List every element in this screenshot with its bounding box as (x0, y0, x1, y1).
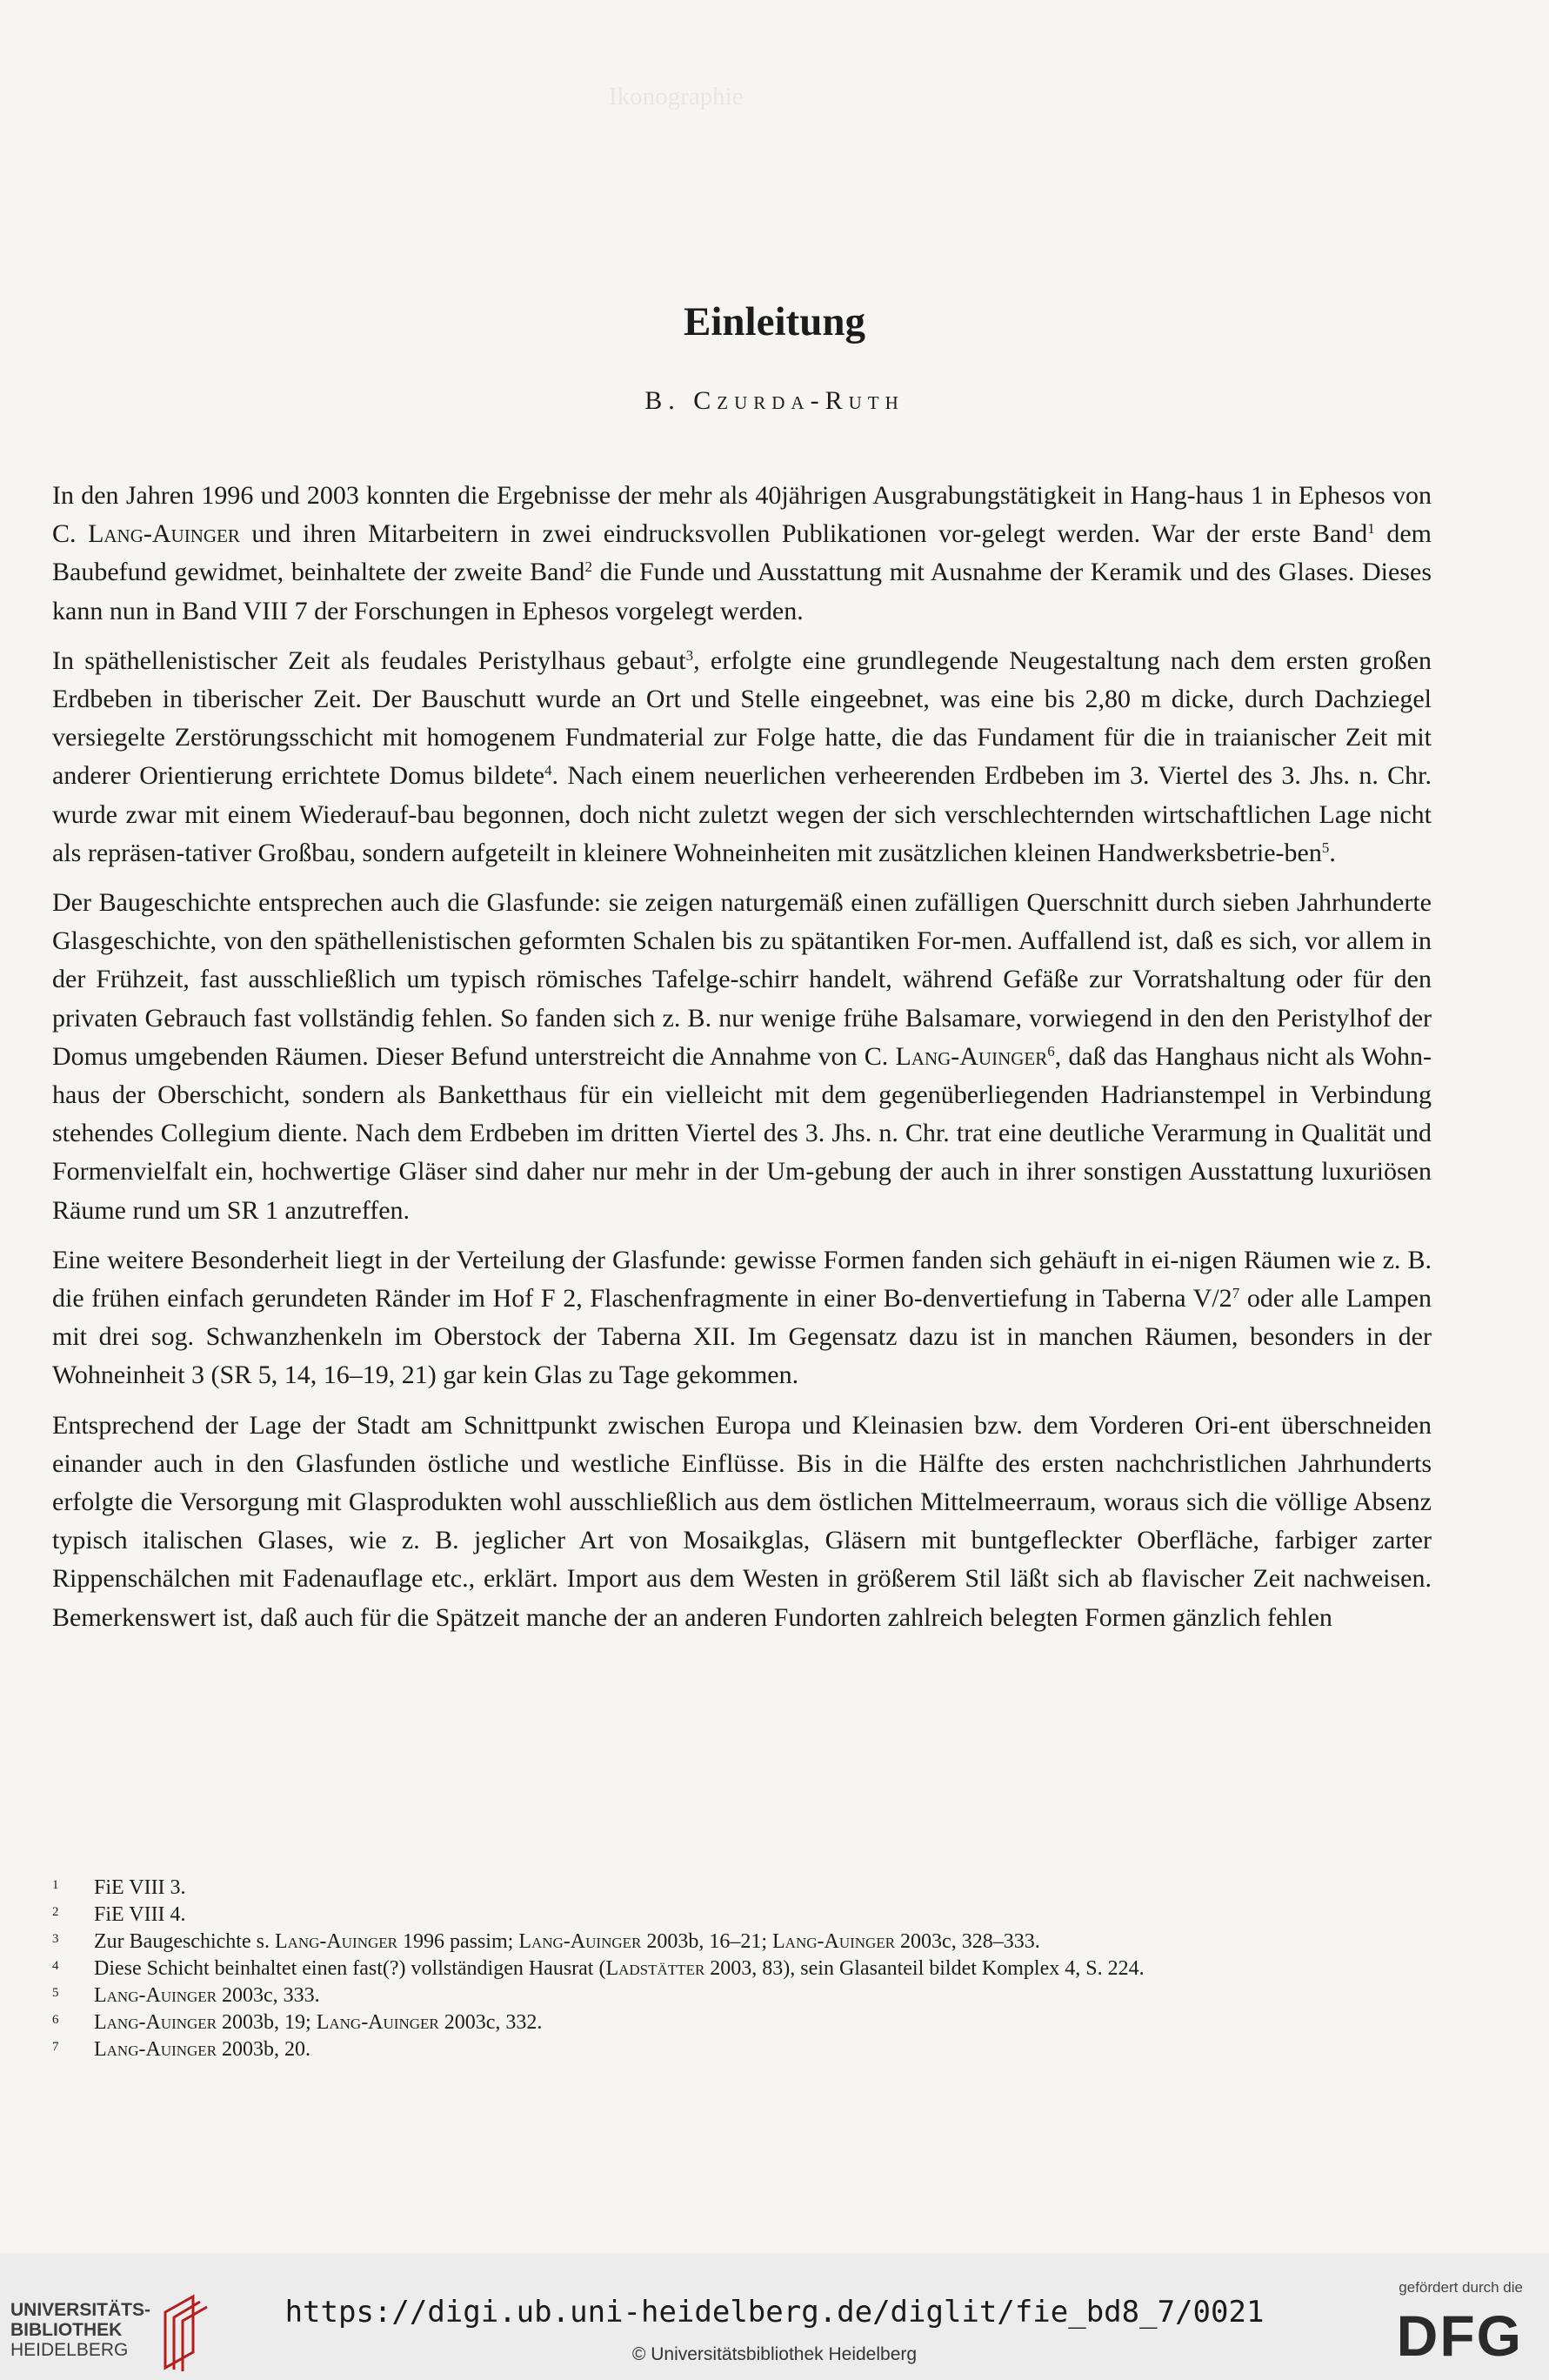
footnote-number: 2 (52, 1905, 59, 1919)
text-segment: 2003b, 16–21; (641, 1930, 773, 1953)
footnote (52, 1902, 1432, 1929)
library-name-line1: UNIVERSITÄTS- (10, 2300, 151, 2320)
footnote-number: 6 (52, 2013, 59, 2027)
text-segment: In späthellenistischer Zeit als feudales Peristylhaus gebaut (52, 645, 686, 675)
author-citation: Lang-Auinger (274, 1930, 397, 1953)
author-citation: Ladstätter (605, 1957, 705, 1980)
footnote (52, 1982, 1432, 2009)
author-citation: Lang-Auinger (94, 2038, 217, 2061)
permalink-url[interactable]: https://digi.ub.uni-heidelberg.de/diglit/fie_bd8_7/0021 (284, 2295, 1265, 2330)
author-name: Czurda-Ruth (693, 386, 905, 415)
paragraph (52, 1407, 1432, 1637)
text-segment: In den Jahren 1996 und 2003 konnten die Ergebnisse der mehr als 40jährigen Ausgrabungstätigkeit in Hang-haus 1 in Ephesos von C. (52, 481, 1432, 549)
author-citation: Lang-Auinger (772, 1930, 896, 1953)
author-line (0, 386, 1549, 416)
text-segment: 2003, 83), sein Glasanteil bildet Komplex 4, S. 224. (704, 1957, 1145, 1980)
author-citation: Lang-Auinger (895, 1041, 1048, 1071)
bleed-through-text (52, 152, 1444, 189)
text-segment: Diese Schicht beinhaltet einen fast(?) vollständigen Hausrat ( (94, 1957, 606, 1980)
text-segment: Der Baugeschichte entsprechen auch die Glasfunde: sie zeigen naturgemäß einen zufälligen Querschnitt durch sieben Jahrhunderte Glasgeschichte, von den späthellenistischen geformten Schalen bis zu spätantiken For-men. Auffallend ist, daß es sich, vor allem in der Frühzeit, fast ausschließlich um typisch römisches Tafelge-schirr handelt, während Gefäße zur Vorratshaltung oder für den privaten Gebrauch fast vollständig fehlen. So fanden sich z. B. nur wenige frühe Balsamare, vorwiegend in den den Peristylhof der Domus umgebenden Räumen. Dieser Befund unterstreicht die Annahme von C. (52, 888, 1432, 1071)
text-segment: . Nach einem neuerlichen verheerenden Erdbeben im 3. Viertel des 3. Jhs. n. Chr. wurde zwar mit einem Wiederauf-bau begonnen, doch nicht zuletzt wegen der sich verschlechternden wirtschaftlichen Lage nicht als repräsen-tativer Großbau, sondern aufgeteilt in kleinere Wohneinheiten mit zusätzlichen kleinen Handwerksbetrie-ben (52, 761, 1432, 867)
paragraph (52, 642, 1432, 872)
text-segment: , erfolgte eine grundlegende Neugestaltung nach dem ersten großen Erdbeben in tiberischer Zeit. Der Bauschutt wurde an Ort und Stelle eingeebnet, was eine bis 2,80 m dicke, durch Dachziegel versiegelte Zerstörungsschicht mit homogenem Fundmaterial zur Folge hatte, die das Fundament für die in traianischer Zeit mit anderer Orientierung errichtete Domus bildete (52, 645, 1432, 791)
footnote-reference: 7 (1232, 1285, 1240, 1302)
text-segment: 2003c, 332. (438, 2011, 543, 2034)
library-name-line3: HEIDELBERG (10, 2340, 129, 2360)
footnote-reference: 4 (544, 762, 552, 779)
text-segment: oder alle Lampen mit drei sog. Schwanzhenkeln im Oberstock der Taberna XII. Im Gegensatz dazu ist in manchen Räumen, besonders in der Wohneinheit 3 (SR 5, 14, 16–19, 21) gar kein Glas zu Tage gekommen. (52, 1284, 1432, 1390)
text-segment: Zur Baugeschichte s. (94, 1930, 275, 1953)
author-citation: Lang-Auinger (94, 2011, 217, 2034)
footnote-reference: 6 (1047, 1042, 1055, 1060)
footnote (52, 1875, 1432, 1902)
author-citation: Lang-Auinger (88, 519, 240, 549)
author-citation: Lang-Auinger (94, 1984, 217, 2007)
text-segment: , daß das Hanghaus nicht als Wohn-haus der Oberschicht, sondern als Banketthaus für ein vielleicht mit dem gegenüberliegenden Hadrianstempel in Verbindung stehendes Collegium diente. Nach dem Erdbeben im dritten Viertel des 3. Jhs. n. Chr. trat eine deutliche Verarmung in Qualität und Formenvielfalt ein, hochwertige Gläser sind daher nur mehr in der Um-gebung der auch in ihrer sonstigen Ausstattung luxuriösen Räume rund um SR 1 anzutreffen. (52, 1041, 1432, 1225)
text-segment: 1996 passim; (397, 1930, 519, 1953)
footnotes (52, 1875, 1432, 2063)
paragraph (52, 884, 1432, 1230)
footnote-reference: 5 (1321, 839, 1330, 856)
footnote-reference: 2 (584, 558, 592, 576)
footnote (52, 2009, 1432, 2036)
paragraph (52, 477, 1432, 631)
funded-by-label: gefördert durch die (1399, 2279, 1523, 2296)
body-text (52, 477, 1432, 1648)
author-citation: Lang-Auinger (316, 2011, 439, 2034)
text-segment: und ihren Mitarbeitern in zwei eindrucksvollen Publikationen vor-gelegt werden. War der erste Band (239, 519, 1368, 549)
author-initial: B. (644, 386, 681, 415)
author-citation: Lang-Auinger (518, 1930, 642, 1953)
bleed-through-header: Ikonographie (609, 83, 744, 110)
footnote-reference: 1 (1367, 520, 1375, 538)
text-segment: 2003c, 333. (217, 1984, 320, 2007)
footnote (52, 2036, 1432, 2063)
page-title: Einleitung (684, 299, 865, 344)
text-segment: Eine weitere Besonderheit liegt in der Verteilung der Glasfunde: gewisse Formen fanden sich gehäuft in ei-nigen Räumen wie z. B. die frühen einfach gerundeten Ränder im Hof F 2, Flaschenfragmente in einer Bo-denvertiefung in Taberna V/2 (52, 1245, 1432, 1314)
text-segment: 2003b, 20. (217, 2038, 311, 2061)
footnote-number: 5 (52, 1986, 59, 2000)
text-segment: 2003c, 328–333. (895, 1930, 1040, 1953)
text-segment: die Funde und Ausstattung mit Ausnahme der Keramik und des Glases. Dieses kann nun in Band VIII 7 der Forschungen in Ephesos vorgelegt werden. (52, 558, 1432, 625)
library-name-line2: BIBLIOTHEK (10, 2320, 123, 2340)
text-segment: FiE VIII 4. (94, 1903, 186, 1926)
text-segment: FiE VIII 3. (94, 1876, 186, 1899)
footnote-number: 1 (52, 1878, 59, 1892)
copyright-notice: © Universitätsbibliothek Heidelberg (631, 2344, 918, 2364)
text-segment: . (1329, 838, 1336, 867)
dfg-logo[interactable]: DFG (1396, 2303, 1523, 2368)
footnote-number: 4 (52, 1959, 59, 1973)
text-segment: 2003b, 19; (217, 2011, 317, 2034)
text-segment: Entsprechend der Lage der Stadt am Schnittpunkt zwischen Europa und Kleinasien bzw. dem Vorderen Ori-ent überschneiden einander auch in den Glasfunden östliche und westliche Einflüsse. Bis in die Hälfte des ersten nachchristlichen Jahrhunderts erfolgte die Versorgung mit Glasprodukten wohl ausschließlich aus dem östlichen Mittelmeerraum, woraus sich die völlige Absenz typisch italischen Glases, wie z. B. jeglicher Art von Mosaikglas, Gläsern mit buntgefleckter Oberfläche, farbiger zarter Rippenschälchen mit Fadenauflage etc., erklärt. Import aus dem Westen in größerem Stil läßt sich ab flavischer Zeit nachweisen. Bemerkenswert ist, daß auch für die Spätzeit manche der an anderen Fundorten zahlreich belegten Formen gänzlich fehlen (52, 1410, 1432, 1632)
footnote-number: 7 (52, 2040, 59, 2054)
footnote (52, 1955, 1432, 1982)
footnote-number: 3 (52, 1932, 59, 1946)
footnote-reference: 3 (685, 646, 694, 664)
footnote (52, 1929, 1432, 1955)
paragraph (52, 1241, 1432, 1395)
text-segment: dem Baubefund gewidmet, beinhaltete der zweite Band (52, 519, 1432, 587)
